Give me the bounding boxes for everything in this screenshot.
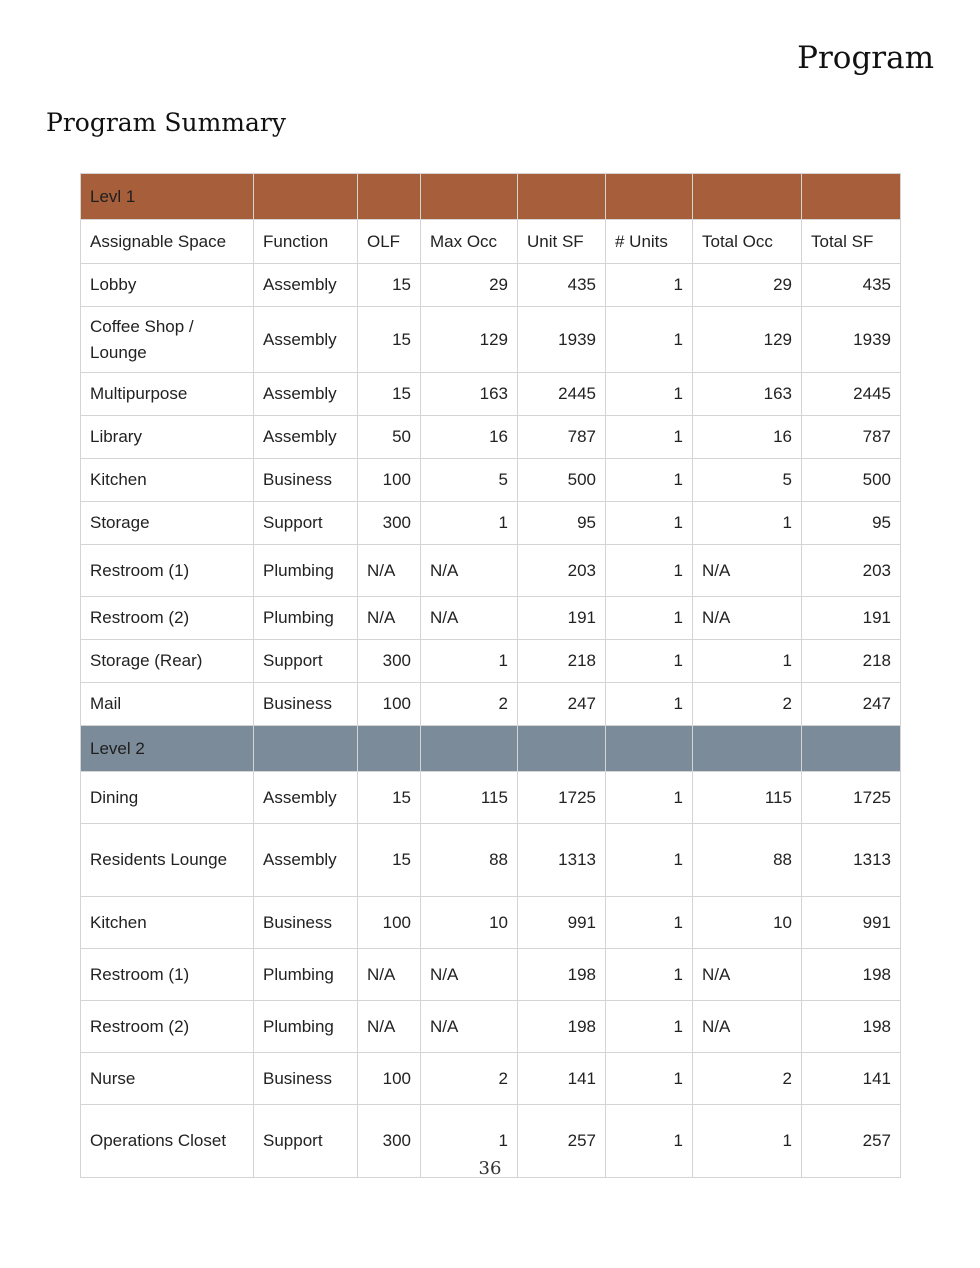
table-cell: 198: [802, 949, 901, 1001]
table-cell: 1: [606, 824, 693, 897]
table-cell: Coffee Shop / Lounge: [81, 307, 254, 373]
table-cell: 1: [421, 502, 518, 545]
table-cell: 100: [358, 459, 421, 502]
table-cell: 1: [606, 772, 693, 824]
table-row: [81, 683, 901, 726]
table-cell: Plumbing: [254, 1001, 358, 1053]
column-header: Max Occ: [421, 220, 518, 264]
table-cell: 1: [606, 597, 693, 640]
table-cell: N/A: [421, 597, 518, 640]
table-cell: 247: [802, 683, 901, 726]
level-1-label: Levl 1: [81, 174, 254, 220]
table-row: [81, 597, 901, 640]
table-row: [81, 545, 901, 597]
table-row: [81, 307, 901, 373]
column-header: Assignable Space: [81, 220, 254, 264]
table-cell: 2: [693, 1053, 802, 1105]
table-cell: 787: [518, 416, 606, 459]
table-cell: 15: [358, 824, 421, 897]
table-cell: 1: [606, 264, 693, 307]
table-cell: 1: [606, 683, 693, 726]
table-row: [81, 264, 901, 307]
table-cell: Support: [254, 502, 358, 545]
table-cell: 1: [606, 307, 693, 373]
table-cell: 1939: [518, 307, 606, 373]
table-cell: 10: [693, 897, 802, 949]
table-cell: 191: [802, 597, 901, 640]
table-cell: Support: [254, 1105, 358, 1178]
table-cell: 1313: [802, 824, 901, 897]
table-cell: 15: [358, 264, 421, 307]
section-header: Program: [797, 40, 934, 76]
table-cell: 1: [421, 640, 518, 683]
column-header-row: [81, 220, 901, 264]
table-cell: 115: [421, 772, 518, 824]
table-cell: 1: [693, 640, 802, 683]
table-cell: 198: [802, 1001, 901, 1053]
table-row: [81, 824, 901, 897]
table-cell: Plumbing: [254, 597, 358, 640]
table-cell: N/A: [358, 545, 421, 597]
table-cell: 88: [693, 824, 802, 897]
table-cell: 15: [358, 373, 421, 416]
table-row: [81, 1001, 901, 1053]
table-cell: 50: [358, 416, 421, 459]
table-cell: 95: [802, 502, 901, 545]
table-cell: 257: [518, 1105, 606, 1178]
table-cell: 435: [802, 264, 901, 307]
table-cell: Dining: [81, 772, 254, 824]
table-cell: 1: [606, 1053, 693, 1105]
table-cell: 991: [518, 897, 606, 949]
table-cell: 141: [802, 1053, 901, 1105]
table-cell: 88: [421, 824, 518, 897]
table-cell: 218: [518, 640, 606, 683]
table-row: [81, 772, 901, 824]
table-cell: 1: [606, 373, 693, 416]
table-cell: 2: [421, 683, 518, 726]
table-cell: 500: [802, 459, 901, 502]
table-cell: N/A: [693, 597, 802, 640]
table-cell: 5: [421, 459, 518, 502]
table-cell: 1939: [802, 307, 901, 373]
table-cell: 257: [802, 1105, 901, 1178]
table-cell: Support: [254, 640, 358, 683]
table-cell: 1: [606, 459, 693, 502]
table-cell: 100: [358, 1053, 421, 1105]
table-cell: 203: [802, 545, 901, 597]
table-cell: 115: [693, 772, 802, 824]
table-cell: 991: [802, 897, 901, 949]
table-cell: Plumbing: [254, 545, 358, 597]
table-cell: N/A: [358, 949, 421, 1001]
column-header: Total SF: [802, 220, 901, 264]
page-title: Program Summary: [46, 108, 286, 137]
table-cell: N/A: [421, 545, 518, 597]
table-cell: Restroom (2): [81, 597, 254, 640]
table-cell: 100: [358, 683, 421, 726]
table-cell: Kitchen: [81, 897, 254, 949]
table-cell: 15: [358, 307, 421, 373]
table-row: [81, 949, 901, 1001]
table-cell: 16: [693, 416, 802, 459]
table-cell: Business: [254, 459, 358, 502]
column-header: # Units: [606, 220, 693, 264]
table-cell: 141: [518, 1053, 606, 1105]
table-cell: 100: [358, 897, 421, 949]
table-cell: 1: [421, 1105, 518, 1178]
table-cell: Multipurpose: [81, 373, 254, 416]
table-cell: Assembly: [254, 824, 358, 897]
table-cell: 2445: [802, 373, 901, 416]
table-cell: 10: [421, 897, 518, 949]
table-cell: Plumbing: [254, 949, 358, 1001]
table-cell: Kitchen: [81, 459, 254, 502]
table-row: [81, 1053, 901, 1105]
table-cell: 163: [693, 373, 802, 416]
table-cell: 1: [606, 1105, 693, 1178]
table-cell: 2: [421, 1053, 518, 1105]
table-cell: 129: [421, 307, 518, 373]
table-cell: 1: [606, 949, 693, 1001]
table-cell: Restroom (2): [81, 1001, 254, 1053]
table-cell: N/A: [693, 545, 802, 597]
table-cell: Assembly: [254, 772, 358, 824]
table-cell: 203: [518, 545, 606, 597]
table-row: [81, 373, 901, 416]
column-header: OLF: [358, 220, 421, 264]
table-cell: 15: [358, 772, 421, 824]
table-cell: 300: [358, 1105, 421, 1178]
table-cell: N/A: [358, 1001, 421, 1053]
table-cell: Assembly: [254, 373, 358, 416]
table-row: [81, 459, 901, 502]
level-1-header-row: [81, 174, 901, 220]
table-cell: 95: [518, 502, 606, 545]
table-cell: Assembly: [254, 307, 358, 373]
table-cell: 1: [606, 1001, 693, 1053]
table-cell: Library: [81, 416, 254, 459]
program-summary-table: [80, 173, 900, 1178]
table-cell: 5: [693, 459, 802, 502]
table-cell: Business: [254, 897, 358, 949]
table-cell: Residents Lounge: [81, 824, 254, 897]
table-cell: Mail: [81, 683, 254, 726]
table-cell: 300: [358, 502, 421, 545]
level-2-label: Level 2: [81, 726, 254, 772]
table-cell: 1313: [518, 824, 606, 897]
table-cell: 435: [518, 264, 606, 307]
table-cell: N/A: [421, 949, 518, 1001]
table-cell: 787: [802, 416, 901, 459]
table-cell: 29: [693, 264, 802, 307]
table-cell: 1: [693, 1105, 802, 1178]
table-cell: Business: [254, 1053, 358, 1105]
table-cell: N/A: [421, 1001, 518, 1053]
level-2-header-row: [81, 726, 901, 772]
page-number: 36: [478, 1158, 502, 1179]
table-cell: N/A: [358, 597, 421, 640]
table-cell: 1725: [802, 772, 901, 824]
table-cell: 300: [358, 640, 421, 683]
table-cell: 16: [421, 416, 518, 459]
table-cell: 198: [518, 1001, 606, 1053]
table-cell: 129: [693, 307, 802, 373]
table-cell: 198: [518, 949, 606, 1001]
table-cell: N/A: [693, 1001, 802, 1053]
table-cell: Nurse: [81, 1053, 254, 1105]
table-row: [81, 640, 901, 683]
table-cell: 1: [606, 640, 693, 683]
table-cell: 163: [421, 373, 518, 416]
table-cell: N/A: [693, 949, 802, 1001]
table-cell: 1: [606, 502, 693, 545]
table-cell: 191: [518, 597, 606, 640]
table-row: [81, 416, 901, 459]
table-cell: Storage (Rear): [81, 640, 254, 683]
table-cell: 247: [518, 683, 606, 726]
column-header: Total Occ: [693, 220, 802, 264]
column-header: Function: [254, 220, 358, 264]
table-cell: 1: [606, 545, 693, 597]
table-cell: Operations Closet: [81, 1105, 254, 1178]
table-row: [81, 502, 901, 545]
table-cell: 1: [606, 897, 693, 949]
table-cell: 1: [693, 502, 802, 545]
table-cell: 500: [518, 459, 606, 502]
table-cell: Business: [254, 683, 358, 726]
table-cell: 2: [693, 683, 802, 726]
table-cell: Assembly: [254, 416, 358, 459]
table-cell: Assembly: [254, 264, 358, 307]
table-cell: Restroom (1): [81, 949, 254, 1001]
table-cell: Restroom (1): [81, 545, 254, 597]
table-cell: 2445: [518, 373, 606, 416]
table-cell: Lobby: [81, 264, 254, 307]
column-header: Unit SF: [518, 220, 606, 264]
table-row: [81, 897, 901, 949]
table-cell: 1725: [518, 772, 606, 824]
table-cell: 1: [606, 416, 693, 459]
table-cell: Storage: [81, 502, 254, 545]
table-cell: 29: [421, 264, 518, 307]
table-cell: 218: [802, 640, 901, 683]
